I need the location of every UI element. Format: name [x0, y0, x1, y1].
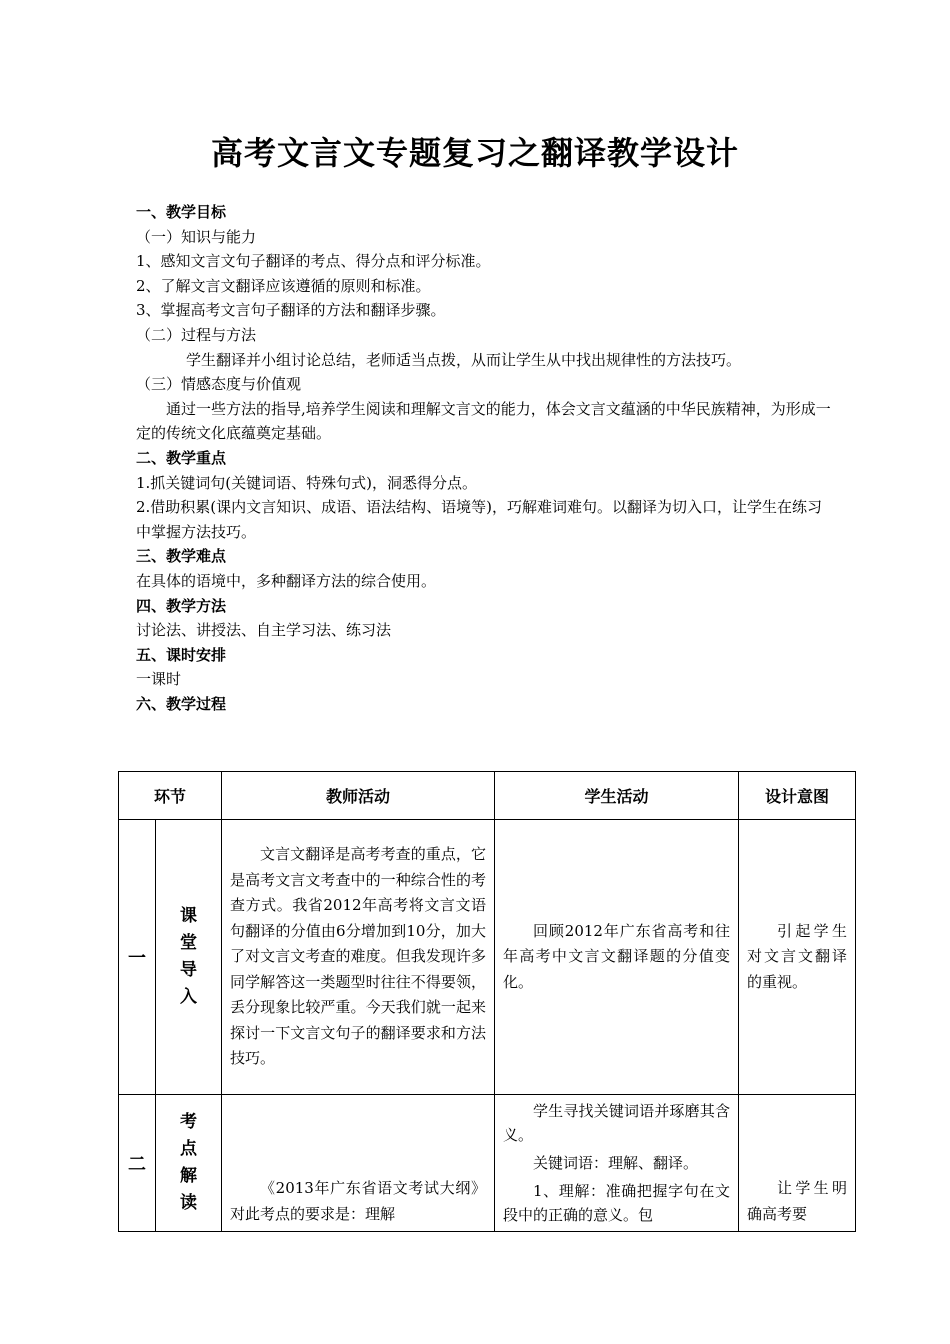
row-number: 一	[119, 820, 156, 1095]
section-heading: 三、教学难点	[136, 547, 227, 566]
stage-char: 读	[180, 1193, 197, 1213]
row-number: 二	[119, 1095, 156, 1232]
stage-char: 入	[180, 987, 197, 1007]
student-text-2: 关键词语：理解、翻译。	[533, 1154, 699, 1172]
student-activity	[495, 820, 739, 1095]
section-heading: 五、课时安排	[136, 645, 227, 664]
table-header-row	[119, 772, 856, 820]
header-student: 学生活动	[495, 772, 739, 820]
teacher-activity	[222, 1095, 495, 1232]
paragraph: 一课时	[136, 670, 182, 689]
stage-name	[156, 1095, 222, 1232]
list-item: 2、了解文言文翻译应该遵循的原则和标准。	[136, 276, 431, 295]
paragraph: 通过一些方法的指导,培养学生阅读和理解文言文的能力，体会文言文蕴涵的中华民族精神，为形成一定的传统文化底蕴奠定基础。	[136, 399, 831, 443]
page-title: 高考文言文专题复习之翻译教学设计	[210, 134, 739, 172]
list-item: 1、感知文言文句子翻译的考点、得分点和评分标准。	[136, 252, 491, 271]
section-heading: 二、教学重点	[136, 448, 227, 467]
section-heading: 六、教学过程	[136, 694, 227, 713]
design-intent	[739, 820, 856, 1095]
sub-heading: （二）过程与方法	[136, 325, 257, 344]
student-text-3: 1、理解：准确把握字句在文段中的正确的意义。包	[503, 1182, 731, 1224]
intent-text: 让学生明确高考要	[747, 1179, 848, 1223]
section-heading: 四、教学方法	[136, 596, 227, 615]
student-text: 回顾2012年广东省高考和往年高考中文言文翻译题的分值变化。	[503, 921, 731, 991]
document-body	[136, 200, 836, 716]
stage-char: 课	[180, 906, 197, 926]
intent-text: 引起学生对文言文翻译的重视。	[747, 921, 848, 991]
stage-char: 解	[180, 1166, 197, 1186]
paragraph: 学生翻译并小组讨论总结，老师适当点拨，从而让学生从中找出规律性的方法技巧。	[186, 350, 742, 369]
process-table	[118, 771, 856, 1232]
header-teacher: 教师活动	[222, 772, 495, 820]
sub-heading: （三）情感态度与价值观	[136, 375, 302, 394]
teacher-text: 文言文翻译是高考考查的重点，它是高考文言文考查中的一种综合性的考查方式。我省2012年高考将文言文语句翻译的分值由6分增加到10分，加大了对文言文考查的难度。但我发现许多同学解答这一类题型时往往不得要领，丢分现象比较严重。今天我们就一起来探讨一下文言文句子的翻译要求和方法技巧。	[230, 845, 487, 1068]
sub-heading: （一）知识与能力	[136, 227, 257, 246]
list-item: 2.借助积累(课内文言知识、成语、语法结构、语境等)，巧解难词难句。以翻译为切入口，让学生在练习中掌握方法技巧。	[136, 498, 823, 541]
header-stage: 环节	[119, 772, 222, 820]
section-heading: 一、教学目标	[136, 203, 227, 221]
header-intent: 设计意图	[739, 772, 856, 820]
student-text-1: 学生寻找关键词语并琢磨其含义。	[503, 1102, 731, 1144]
stage-name	[156, 820, 222, 1095]
stage-char: 考	[180, 1112, 197, 1132]
paragraph: 讨论法、讲授法、自主学习法、练习法	[136, 621, 392, 640]
stage-char: 堂	[180, 933, 197, 953]
list-item: 1.抓关键词句(关键词语、特殊句式)，洞悉得分点。	[136, 473, 478, 492]
design-intent	[739, 1095, 856, 1232]
teacher-activity	[222, 820, 495, 1095]
student-activity	[495, 1095, 739, 1232]
table-row	[119, 820, 856, 1095]
stage-char: 导	[180, 960, 197, 980]
list-item: 3、掌握高考文言句子翻译的方法和翻译步骤。	[136, 301, 446, 320]
table-row	[119, 1095, 856, 1232]
teacher-text: 《2013年广东省语文考试大纲》对此考点的要求是：理解	[230, 1179, 487, 1223]
paragraph: 在具体的语境中，多种翻译方法的综合使用。	[136, 571, 437, 590]
stage-char: 点	[180, 1139, 197, 1159]
